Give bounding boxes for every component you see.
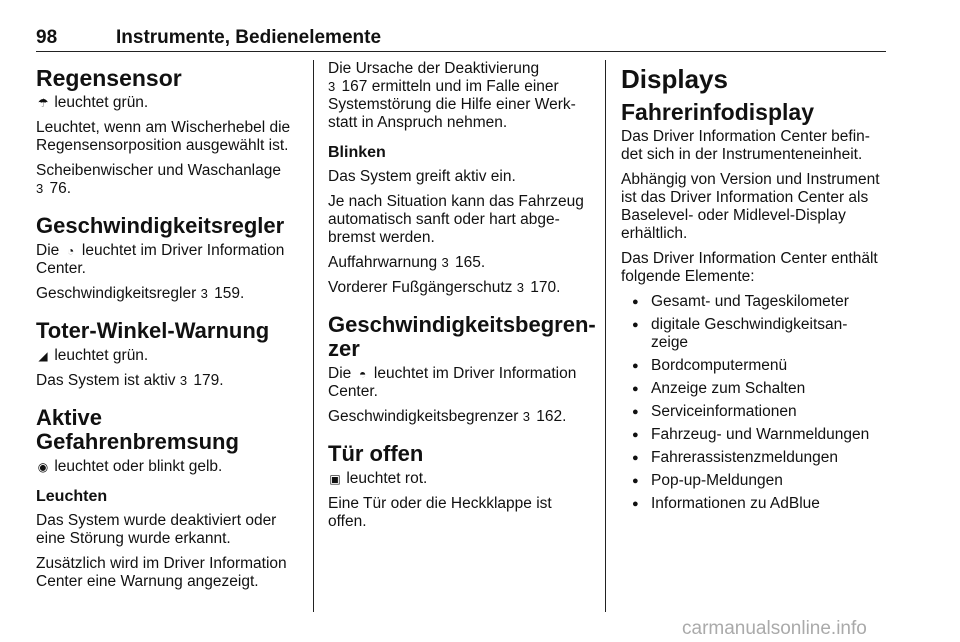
leuchten-p1: Das System wurde deaktiviert oder eine Störung wurde erkannt. — [36, 512, 277, 547]
page-ref-icon: 3 — [516, 280, 524, 295]
list-item: ● digitale Geschwindigkeitsan- zeige — [621, 316, 886, 352]
heading-toter-winkel: Toter-Winkel-Warnung — [36, 318, 270, 343]
watermark: carmanualsonline.info — [682, 618, 867, 639]
page-ref-icon: 3 — [179, 373, 188, 388]
list-item: ● Gesamt- und Tageskilometer — [621, 293, 886, 311]
geschwindigkeitsregler-desc: Die ◔ leuchtet im Driver Information Center. — [36, 242, 285, 277]
column-2 — [328, 60, 596, 538]
page-ref-icon: 3 — [328, 79, 336, 94]
column-divider — [605, 60, 606, 612]
blind-spot-icon: ◢ — [38, 349, 48, 363]
heading-gefahrenbremsung: Aktive Gefahrenbremsung — [36, 405, 239, 454]
begrenzer-desc: Die ◓ leuchtet im Driver Information Center. — [328, 365, 577, 400]
heading-regensensor: Regensensor — [36, 65, 182, 91]
list-item: ● Fahrzeug- und Warnmeldungen — [621, 426, 886, 444]
heading-begrenzer: Geschwindigkeitsbegren- zer — [328, 312, 596, 361]
heading-leuchten: Leuchten — [36, 488, 108, 505]
column-1 — [36, 60, 298, 598]
heading-displays: Displays — [621, 64, 728, 94]
section-title: Instrumente, Bedienelemente — [116, 27, 382, 48]
page-ref-icon: 3 — [441, 255, 449, 270]
door-open-icon: ▣ — [329, 472, 341, 486]
regensensor-status: ☂ leuchtet grün. — [37, 94, 149, 111]
list-item: ● Bordcomputermenü — [621, 357, 886, 375]
column-3 — [621, 60, 886, 518]
cruise-control-icon: ◔ — [66, 244, 75, 258]
deaktivierung-para: Die Ursache der Deaktivierung 3 167 ermitteln und im Falle einer Systemstörung die Hilfe einer Werk- statt in Anspruch nehmen. — [328, 60, 576, 131]
page-header — [36, 27, 886, 49]
page-ref-link[interactable]: 159. — [214, 285, 245, 302]
displays-p1: Das Driver Information Center befin- det sich in der Instrumenteneinheit. — [621, 128, 870, 163]
geschwindigkeitsregler-ref-para: Geschwindigkeitsregler 3 159. — [36, 285, 245, 302]
tuer-desc: Eine Tür oder die Heckklappe ist offen. — [328, 495, 552, 530]
heading-fahrerinfodisplay: Fahrerinfodisplay — [621, 99, 814, 125]
page-ref-link[interactable]: 167 — [341, 78, 368, 95]
list-item: ● Pop-up-Meldungen — [621, 472, 886, 490]
blinken-p1: Das System greift aktiv ein. — [328, 168, 516, 185]
page-ref-link[interactable]: 165. — [455, 254, 486, 271]
list-item: ● Anzeige zum Schalten — [621, 380, 886, 398]
speed-limiter-icon: ◓ — [358, 367, 367, 381]
displays-p2: Abhängig von Version und Instrument ist das Driver Information Center als Baselevel- oder Midlevel-Display erhältlich. — [621, 171, 880, 242]
tuer-status: ▣ leuchtet rot. — [329, 470, 428, 487]
page-ref-link[interactable]: 179. — [193, 372, 224, 389]
toter-winkel-ref-para: Das System ist aktiv 3 179. — [36, 372, 224, 389]
page-ref-icon: 3 — [522, 409, 530, 424]
list-item: ● Fahrerassistenzmeldungen — [621, 449, 886, 467]
displays-p3: Das Driver Information Center enthält folgende Elemente: — [621, 250, 878, 285]
blinken-ref-fussgaenger: Vorderer Fußgängerschutz 3 170. — [328, 279, 561, 296]
elements-list — [621, 293, 886, 513]
blinken-ref-auffahr: Auffahrwarnung 3 165. — [328, 254, 486, 271]
rain-sensor-icon: ☂ — [37, 96, 49, 110]
page-ref-link[interactable]: 170. — [530, 279, 561, 296]
regensensor-desc: Leuchtet, wenn am Wischerhebel die Regensensorposition ausgewählt ist. — [36, 119, 291, 154]
page-number: 98 — [36, 27, 58, 48]
collision-warning-icon: ◉ — [37, 460, 49, 474]
gefahrenbremsung-status: ◉ leuchtet oder blinkt gelb. — [37, 458, 223, 475]
list-item: ● Serviceinformationen — [621, 403, 886, 421]
begrenzer-ref-para: Geschwindigkeitsbegrenzer 3 162. — [328, 408, 567, 425]
leuchten-p2: Zusätzlich wird im Driver Information Center eine Warnung angezeigt. — [36, 555, 287, 590]
blinken-p2: Je nach Situation kann das Fahrzeug automatisch sanft oder hart abge- bremst werden. — [328, 193, 584, 246]
heading-tuer-offen: Tür offen — [328, 441, 424, 466]
page-ref-link[interactable]: 162. — [536, 408, 567, 425]
page-ref-link[interactable]: 76. — [49, 180, 72, 197]
regensensor-ref-para: Scheibenwischer und Waschanlage 3 76. — [36, 162, 281, 197]
page-ref-icon: 3 — [200, 286, 208, 301]
list-item: ● Informationen zu AdBlue — [621, 495, 886, 513]
heading-geschwindigkeitsregler: Geschwindigkeitsregler — [36, 213, 285, 238]
toter-winkel-status: ◢ leuchtet grün. — [36, 347, 298, 365]
header-rule — [36, 51, 886, 52]
column-divider — [313, 60, 314, 612]
page-ref-icon: 3 — [36, 181, 44, 196]
heading-blinken: Blinken — [328, 144, 386, 161]
